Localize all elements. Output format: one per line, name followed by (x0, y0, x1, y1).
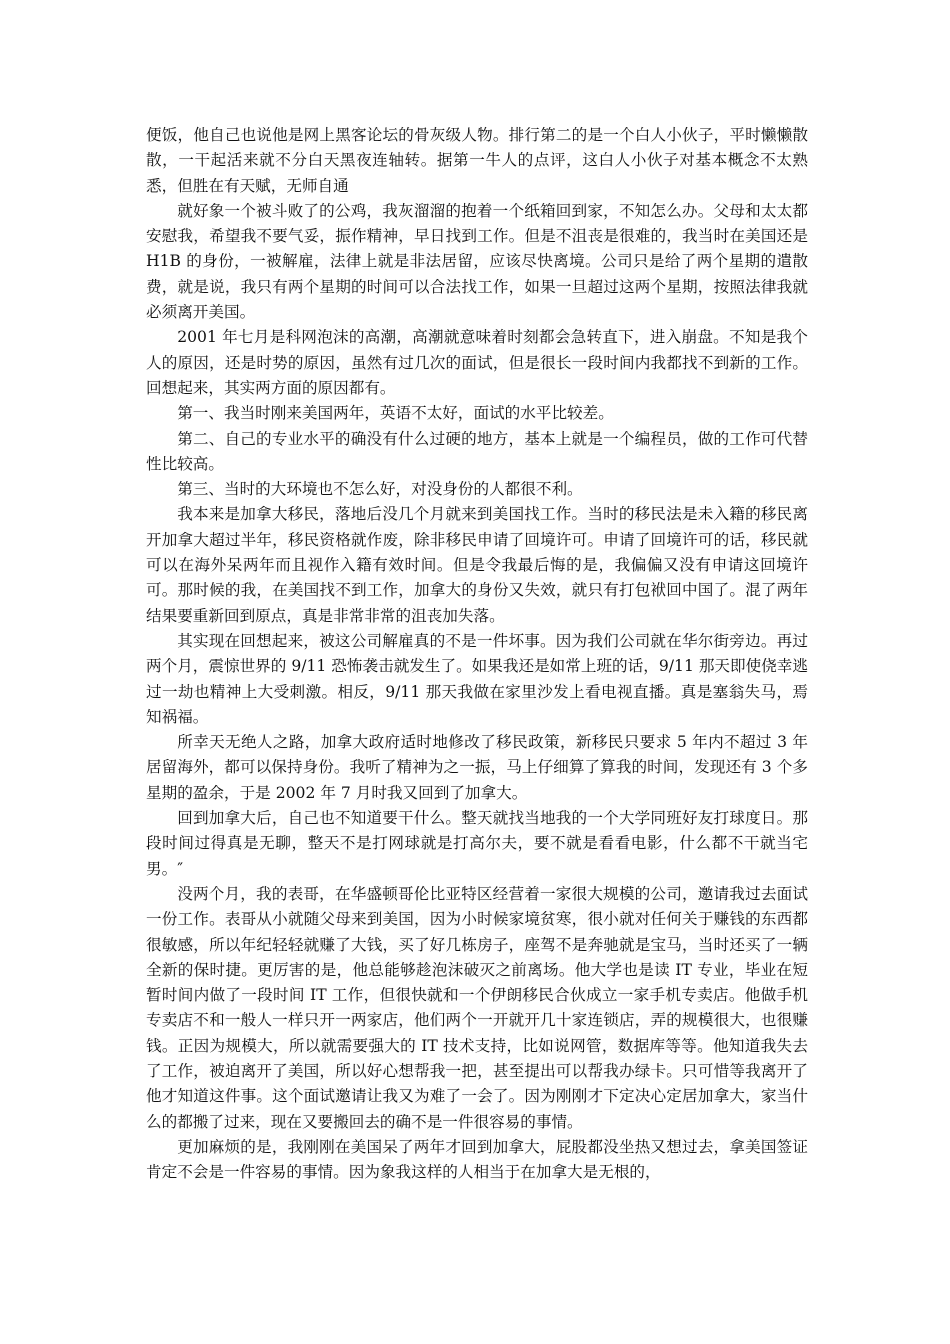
paragraph-8: 其实现在回想起来，被这公司解雇真的不是一件坏事。因为我们公司就在华尔街旁边。再过两个月，震惊世界的 9/11 恐怖袭击就发生了。如果我还是如常上班的话，9/11 那天即使侥幸逃过一劫也精神上大受刺激。相反，9/11 那天我做在家里沙发上看电视直播。真是塞翁失马，焉知祸福。 (146, 631, 808, 726)
paragraph-2: 就好象一个被斗败了的公鸡，我灰溜溜的抱着一个纸箱回到家，不知怎么办。父母和太太都安慰我，希望我不要气妥，振作精神，早日找到工作。但是不沮丧是很难的，我当时在美国还是 H1B 的身份，一被解雇，法律上就是非法居留，应该尽快离境。公司只是给了两个星期的遣散费，就是说，我只有两个星期的时间可以合法找工作，如果一旦超过这两个星期，按照法律我就必须离开美国。 (146, 201, 808, 322)
paragraph-5: 第二、自己的专业水平的确没有什么过硬的地方，基本上就是一个编程员，做的工作可代替性比较高。 (146, 429, 808, 473)
paragraph-12: 更加麻烦的是，我刚刚在美国呆了两年才回到加拿大，屁股都没坐热又想过去，拿美国签证肯定不会是一件容易的事情。因为象我这样的人相当于在加拿大是无根的， (146, 1137, 808, 1182)
paragraph-11: 没两个月，我的表哥，在华盛顿哥伦比亚特区经营着一家很大规模的公司，邀请我过去面试一份工作。表哥从小就随父母来到美国，因为小时候家境贫寒，很小就对任何关于赚钱的东西都很敏感，所以年纪轻轻就赚了大钱，买了好几栋房子，座驾不是奔驰就是宝马，当时还买了一辆全新的保时捷。更厉害的是，他总能够趁泡沫破灭之前离场。他大学也是读 IT 专业，毕业在短暂时间内做了一段时间 IT 工作，但很快就和一个伊朗移民合伙成立一家手机专卖店。他做手机专卖店不和一般人一样只开一两家店，他们两个一开就开几十家连锁店，弄的规模很大，也很赚钱。正因为规模大，所以就需要强大的 IT 技术支持，比如说网管，数据库等等。他知道我失去了工作，被迫离开了美国，所以好心想帮我一把，甚至提出可以帮我办绿卡。只可惜等我离开了他才知道这件事。这个面试邀请让我又为难了一会了。因为刚刚才下定决心定居加拿大，家当什么的都搬了过来，现在又要搬回去的确不是一件很容易的事情。 (146, 884, 808, 1131)
paragraph-6: 第三、当时的大环境也不怎么好，对没身份的人都很不利。 (177, 480, 583, 499)
document-body (146, 123, 808, 1185)
paragraph-10: 回到加拿大后，自己也不知道要干什么。整天就找当地我的一个大学同班好友打球度日。那段时间过得真是无聊，整天不是打网球就是打高尔夫，要不就是看看电影，什么都不干就当宅男。″ (146, 809, 808, 878)
paragraph-1: 便饭，他自己也说他是网上黑客论坛的骨灰级人物。排行第二的是一个白人小伙子，平时懒懒散散，一干起活来就不分白天黑夜连轴转。据第一牛人的点评，这白人小伙子对基本概念不太熟悉，但胜在有天赋，无师自通 (146, 126, 808, 195)
paragraph-3: 2001 年七月是科网泡沫的高潮，高潮就意味着时刻都会急转直下，进入崩盘。不知是我个人的原因，还是时势的原因，虽然有过几次的面试，但是很长一段时间内我都找不到新的工作。回想起来，其实两方面的原因都有。 (146, 328, 808, 397)
paragraph-7: 我本来是加拿大移民，落地后没几个月就来到美国找工作。当时的移民法是未入籍的移民离开加拿大超过半年，移民资格就作废，除非移民申请了回境许可。申请了回境许可的话，移民就可以在海外呆两年而且视作入籍有效时间。但是令我最后悔的是，我偏偏又没有申请这回境许可。那时候的我，在美国找不到工作，加拿大的身份又失效，就只有打包袱回中国了。混了两年结果要重新回到原点，真是非常非常的沮丧加失落。 (146, 505, 808, 625)
paragraph-9: 所幸天无绝人之路，加拿大政府适时地修改了移民政策，新移民只要求 5 年内不超过 3 年居留海外，都可以保持身份。我听了精神为之一振，马上仔细算了算我的时间，发现还有 3 个多星期的盈余，于是 2002 年 7 月时我又回到了加拿大。 (146, 733, 808, 802)
paragraph-4: 第一、我当时刚来美国两年，英语不太好，面试的水平比较差。 (177, 404, 614, 423)
